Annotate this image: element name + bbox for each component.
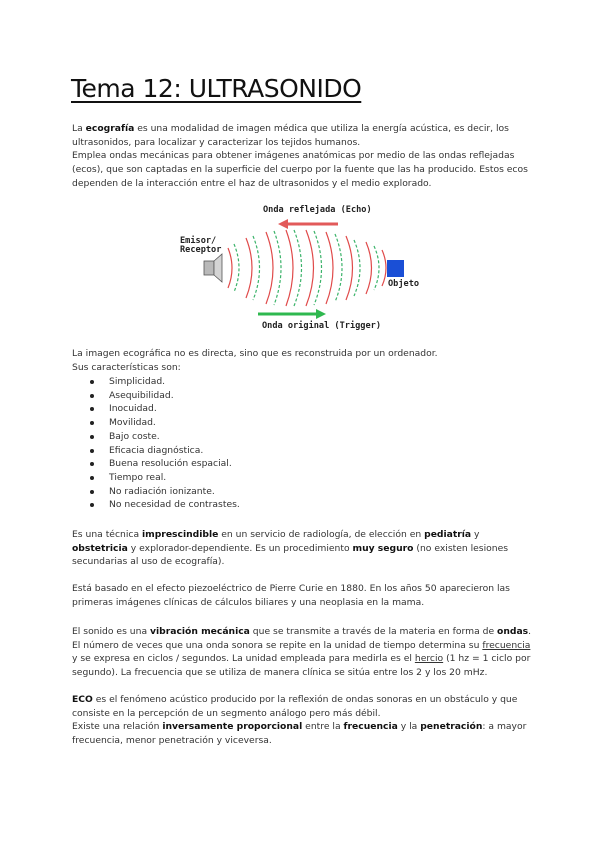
ultrasound-diagram-svg [178, 204, 424, 336]
term-muy-seguro: muy seguro [352, 542, 414, 554]
technique-text-3: y [471, 529, 480, 540]
technique-text-1: Es una técnica [72, 529, 142, 540]
sound-text-1: El sonido es una [72, 626, 150, 637]
echo-label: Onda reflejada (Echo) [263, 205, 372, 215]
term-frecuencia-underlined: frecuencia [482, 639, 531, 651]
term-vibracion-mecanica: vibración mecánica [150, 626, 250, 637]
list-item: Tiempo real. [87, 471, 240, 485]
sound-text-5: y se expresa en ciclos / segundos. La unidad empleada para medirla es el [72, 653, 415, 665]
list-item: No necesidad de contrastes. [87, 498, 240, 512]
sound-text-3: . [528, 626, 532, 637]
image-text-2: Sus características son: [72, 361, 181, 373]
emitter-label-line1: Emisor/ [180, 236, 217, 246]
characteristics-list [87, 375, 240, 512]
sound-text-4: El número de veces que una onda sonora se repite en la unidad de tiempo determina su [72, 639, 483, 651]
term-penetracion: penetración [420, 721, 483, 733]
term-obstetricia: obstetricia [72, 542, 128, 554]
intro-text-1: La [72, 123, 86, 134]
list-item: Bajo coste. [87, 430, 240, 444]
intro-text-3: Emplea ondas mecánicas para obtener imágenes anatómicas por medio de las ondas reflejadas (ecos), que son captadas en la superficie del cuerpo por la fuente que las ha producido. Estos ecos dependen de la interacción entre el haz de ultrasonidos y el medio explorado. [72, 150, 528, 189]
list-item: Eficacia diagnóstica. [87, 444, 240, 458]
technique-paragraph [72, 528, 532, 569]
echo-text-2: Existe una relación [72, 721, 163, 733]
intro-text-2: es una modalidad de imagen médica que utiliza la energía acústica, es decir, los ultrasonidos, para localizar y caracterizar los tejidos humanos. [72, 123, 509, 148]
term-ondas: ondas [497, 626, 529, 637]
echo-text-3: entre la [302, 721, 344, 733]
echo-text-1: es el fenómeno acústico producido por la reflexión de ondas sonoras en un obstáculo y que consiste en la percepción de un segmento análogo pero más débil. [72, 694, 518, 719]
sound-paragraph [72, 625, 532, 680]
term-imprescindible: imprescindible [142, 529, 219, 540]
ultrasound-diagram [178, 204, 424, 336]
piezo-paragraph: Está basado en el efecto piezoeléctrico de Pierre Curie en 1880. En los años 50 aparecieron las primeras imágenes clínicas de cálculos biliares y una neoplasia en la mama. [72, 583, 510, 608]
emitter-label-line2: Receptor [180, 245, 222, 255]
term-frecuencia: frecuencia [343, 721, 398, 733]
intro-paragraph [72, 122, 532, 191]
trigger-label: Onda original (Trigger) [262, 321, 381, 331]
term-pediatria: pediatría [424, 529, 472, 540]
technique-text-5: (no existen lesiones secundarias al uso de ecografía). [72, 542, 509, 568]
echo-text-5: : a mayor frecuencia, menor penetración y viceversa. [72, 721, 527, 747]
emitter-body [204, 261, 214, 275]
technique-text-2: en un servicio de radiología, de elección en [218, 529, 425, 540]
list-item: Inocuidad. [87, 402, 240, 416]
object-label: Objeto [388, 279, 420, 289]
list-item: Buena resolución espacial. [87, 457, 240, 471]
page-title: Tema 12: ULTRASONIDO [71, 74, 362, 103]
technique-text-4: y explorador-dependiente. Es un procedimiento [127, 542, 353, 554]
term-ecografia: ecografía [85, 123, 135, 134]
object-square [387, 260, 404, 277]
list-item: Movilidad. [87, 416, 240, 430]
list-item: Asequibilidad. [87, 389, 240, 403]
image-paragraph [72, 347, 532, 374]
echo-text-4: y la [397, 721, 421, 733]
term-eco: ECO [72, 694, 93, 705]
sound-text-2: que se transmite a través de la materia en forma de [249, 626, 498, 637]
image-text-1: La imagen ecográfica no es directa, sino que es reconstruida por un ordenador. [72, 348, 438, 359]
list-item: Simplicidad. [87, 375, 240, 389]
sound-text-6: (1 hz = 1 ciclo por segundo). La frecuencia que se utiliza de manera clínica se sitúa entre los 2 y los 20 mHz. [72, 653, 531, 679]
emitter-label [180, 237, 221, 255]
term-inversamente-proporcional: inversamente proporcional [162, 721, 303, 733]
term-hercio-underlined: hercio [414, 653, 444, 665]
list-item: No radiación ionizante. [87, 485, 240, 499]
echo-paragraph [72, 693, 532, 748]
